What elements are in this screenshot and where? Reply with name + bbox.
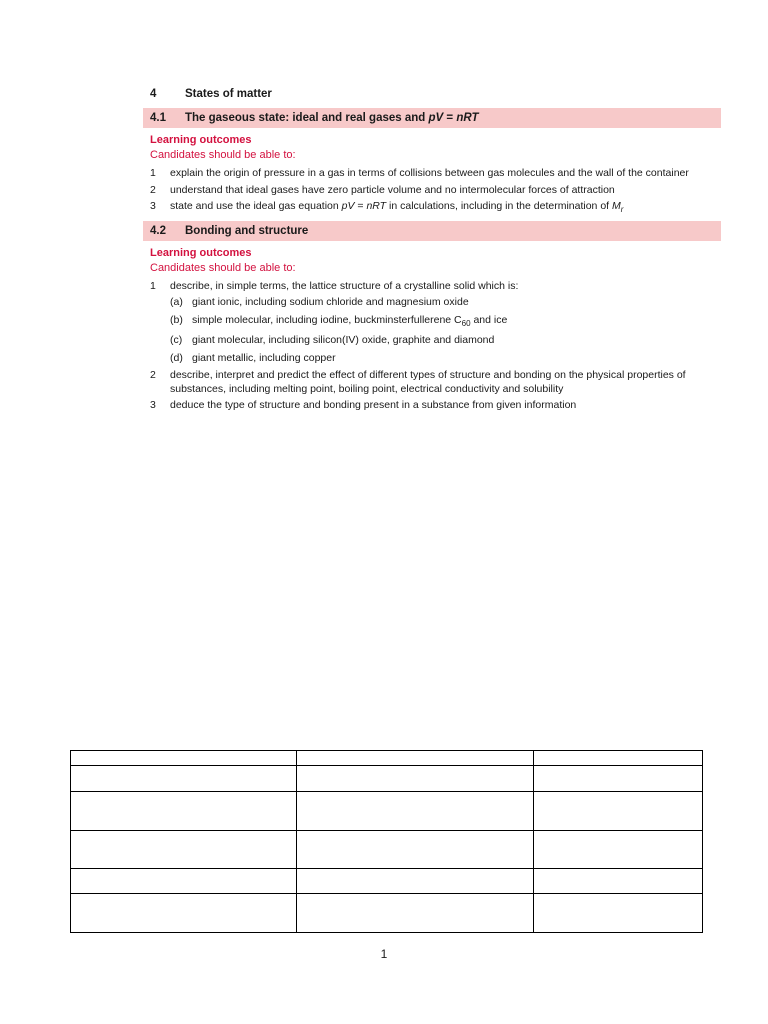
table-cell <box>296 831 533 869</box>
item-number: 1 <box>150 167 156 179</box>
item-number: 2 <box>150 369 156 381</box>
table-row <box>71 792 703 831</box>
sub-item-text: simple molecular, including iodine, buckminsterfullerene $C_{60}$ and ice <box>192 313 508 328</box>
list-item <box>143 167 721 181</box>
table-row <box>71 751 703 766</box>
section-number: 4.2 <box>150 224 166 237</box>
learning-outcomes-label: Learning outcomes <box>150 246 252 259</box>
sub-item-text: giant metallic, including copper <box>192 351 336 364</box>
section-number: 4.1 <box>150 112 166 124</box>
sub-item-letter: (c) <box>170 334 183 346</box>
table-cell <box>71 751 297 766</box>
table-cell <box>534 766 703 792</box>
table-cell <box>296 792 533 831</box>
table-cell <box>534 869 703 894</box>
chapter-heading <box>143 88 721 106</box>
table-cell <box>71 766 297 792</box>
table-cell <box>71 831 297 869</box>
table-cell <box>296 766 533 792</box>
table-cell <box>534 751 703 766</box>
sub-item <box>143 296 721 310</box>
sub-item <box>143 352 721 366</box>
chapter-title: States of matter <box>185 88 272 100</box>
sub-item-letter: (a) <box>170 296 183 308</box>
list-item <box>143 369 721 396</box>
table-row <box>71 831 703 869</box>
learning-outcomes-label: Learning outcomes <box>150 134 252 146</box>
table-row <box>71 869 703 894</box>
section-title: Bonding and structure <box>185 224 309 237</box>
item-text: understand that ideal gases have zero particle volume and no intermolecular forces of attraction <box>170 183 615 196</box>
table-row <box>71 766 703 792</box>
item-number: 2 <box>150 183 156 196</box>
table-cell <box>296 751 533 766</box>
candidates-label: Candidates should be able to: <box>150 149 296 161</box>
table-cell <box>71 792 297 831</box>
list-item <box>143 184 721 198</box>
blank-table <box>70 750 703 933</box>
item-text: deduce the type of structure and bonding present in a substance from given information <box>170 399 577 411</box>
section-title: The gaseous state: ideal and real gases and pV = nRT <box>185 112 479 124</box>
table-cell <box>71 894 297 933</box>
sub-item-text: giant ionic, including sodium chloride and magnesium oxide <box>192 296 469 308</box>
table-cell <box>71 869 297 894</box>
syllabus-content <box>143 88 721 416</box>
item-text: explain the origin of pressure in a gas in terms of collisions between gas molecules and the wall of the container <box>170 167 689 179</box>
table-cell <box>296 869 533 894</box>
item-number: 3 <box>150 200 156 212</box>
item-text: describe, in simple terms, the lattice structure of a crystalline solid which is: <box>170 279 519 292</box>
table-row <box>71 894 703 933</box>
chapter-number: 4 <box>150 88 157 100</box>
page-number: 1 <box>380 947 388 961</box>
item-text: describe, interpret and predict the effect of different types of structure and bonding on the physical properties of substances, including melting point, boiling point, electrical conductivity and solubility <box>170 369 686 395</box>
sub-item <box>143 314 721 331</box>
list-item <box>143 280 721 294</box>
table-cell <box>534 792 703 831</box>
table-cell <box>296 894 533 933</box>
item-text: state and use the ideal gas equation pV = nRT in calculations, including in the determination of $M_r$ <box>170 200 624 214</box>
candidates-label: Candidates should be able to: <box>150 261 296 274</box>
table-cell <box>534 831 703 869</box>
item-number: 1 <box>150 279 156 292</box>
section-heading-4-1 <box>143 108 721 128</box>
sub-item-letter: (d) <box>170 351 183 364</box>
sub-item-letter: (b) <box>170 313 183 326</box>
list-item <box>143 200 721 217</box>
list-item <box>143 399 721 413</box>
table-cell <box>534 894 703 933</box>
sub-item-text: giant molecular, including silicon(IV) oxide, graphite and diamond <box>192 334 495 346</box>
item-number: 3 <box>150 399 156 411</box>
section-heading-4-2 <box>143 221 721 241</box>
sub-item <box>143 334 721 348</box>
